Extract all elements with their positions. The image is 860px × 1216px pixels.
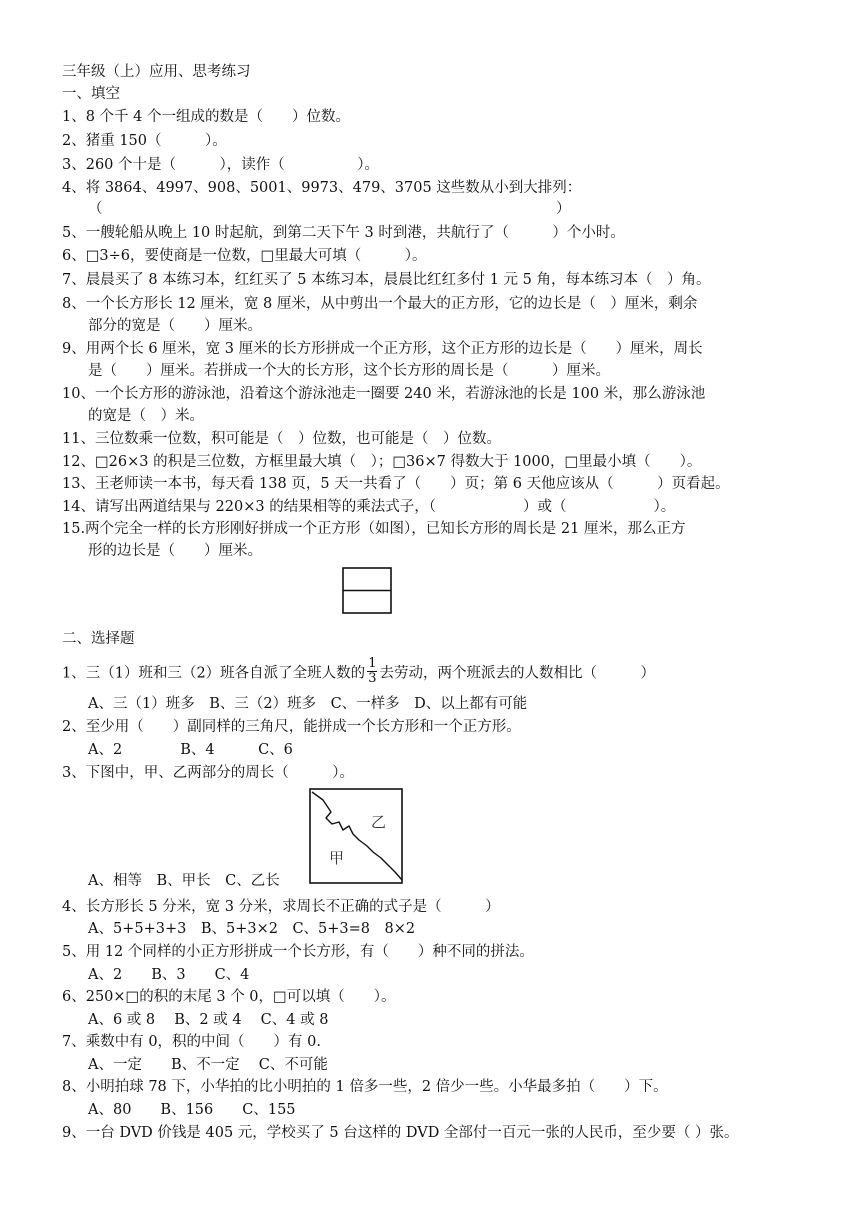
choice-question-1 bbox=[62, 656, 655, 688]
fill-question-11: 11、三位数乘一位数，积可能是（ ）位数，也可能是（ ）位数。 bbox=[62, 431, 501, 447]
choice-question-5: 5、用 12 个同样的小正方形拼成一个长方形，有（ ）种不同的拼法。 bbox=[62, 944, 534, 960]
fill-question-8-line-1: 8、一个长方形长 12 厘米，宽 8 厘米，从中剪出一个最大的正方形，它的边长是（ ）厘米，剩余 bbox=[62, 296, 698, 312]
fill-question-9-line-1: 9、用两个长 6 厘米，宽 3 厘米的长方形拼成一个正方形，这个正方形的边长是（ ）厘米，周长 bbox=[62, 341, 703, 357]
choice-question-1-text-before: 1、三（1）班和三（2）班各自派了全班人数的 bbox=[62, 665, 366, 682]
two-rectangles-square-figure bbox=[342, 567, 394, 615]
section-heading-multiple-choice: 二、选择题 bbox=[62, 631, 135, 647]
region-label-yi: 乙 bbox=[371, 813, 387, 831]
fill-question-5: 5、一艘轮船从晚上 10 时起航，到第二天下午 3 时到港，共航行了（ ）个小时。 bbox=[62, 225, 625, 241]
choice-question-4: 4、长方形长 5 分米，宽 3 分米，求周长不正确的式子是（ ） bbox=[62, 899, 500, 915]
figure-square-outline bbox=[310, 789, 402, 883]
fill-question-10-line-2: 的宽是（ ）米。 bbox=[88, 408, 204, 424]
choice-question-8: 8、小明拍球 78 下，小华拍的比小明拍的 1 倍多一些，2 倍少一些。小华最多拍（ ）下。 bbox=[62, 1079, 668, 1095]
worksheet-title: 三年级（上）应用、思考练习 bbox=[62, 64, 251, 80]
choice-question-9: 9、一台 DVD 价钱是 405 元，学校买了 5 台这样的 DVD 全部付一百元一张的人民币，至少要（ ）张。 bbox=[62, 1125, 739, 1141]
fill-question-4-open-paren: （ bbox=[88, 201, 103, 217]
fill-question-3: 3、260 个十是（ ），读作（ ）。 bbox=[62, 157, 380, 173]
region-label-jia: 甲 bbox=[329, 849, 345, 867]
fill-question-4-close-paren: ） bbox=[556, 201, 571, 217]
fill-question-12: 12、□26×3 的积是三位数，方框里最大填（ ）；□36×7 得数大于 1000，□里最小填（ ）。 bbox=[62, 454, 702, 470]
fill-question-13: 13、王老师读一本书，每天看 138 页，5 天一共看了（ ）页；第 6 天他应该从（ ）页看起。 bbox=[62, 476, 730, 492]
fraction-denominator: 3 bbox=[368, 671, 377, 686]
fill-question-15-line-1: 15.两个完全一样的长方形刚好拼成一个正方形（如图），已知长方形的周长是 21 厘米，那么正方 bbox=[62, 521, 686, 537]
fill-question-10-line-1: 10、一个长方形的游泳池，沿着这个游泳池走一圈要 240 米，若游泳池的长是 100 米，那么游泳池 bbox=[62, 386, 706, 402]
dividing-curve bbox=[312, 792, 402, 880]
fill-question-7: 7、晨晨买了 8 本练习本，红红买了 5 本练习本，晨晨比红红多付 1 元 5 角，每本练习本（ ）角。 bbox=[62, 272, 711, 288]
fraction-numerator: 1 bbox=[368, 656, 377, 671]
fill-question-15-line-2: 形的边长是（ ）厘米。 bbox=[88, 543, 262, 559]
section-heading-fill-blank: 一、填空 bbox=[62, 86, 120, 102]
fill-question-6: 6、□3÷6，要使商是一位数，□里最大可填（ ）。 bbox=[62, 248, 427, 264]
choice-question-2-options: A、2 B、4 C、6 bbox=[88, 742, 293, 758]
choice-question-7: 7、乘数中有 0，积的中间（ ）有 0. bbox=[62, 1034, 322, 1050]
fill-question-1: 1、8 个千 4 个一组成的数是（ ）位数。 bbox=[62, 109, 351, 125]
choice-question-1-options: A、三（1）班多 B、三（2）班多 C、一样多 D、以上都有可能 bbox=[88, 696, 528, 712]
jia-yi-perimeter-figure bbox=[309, 788, 405, 886]
fill-question-14: 14、请写出两道结果与 220×3 的结果相等的乘法式子，（ ）或（ ）。 bbox=[62, 499, 676, 515]
choice-question-1-text-after: 去劳动，两个班派去的人数相比（ ） bbox=[379, 665, 655, 682]
fill-question-4: 4、将 3864、4997、908、5001、9973、479、3705 这些数从小到大排列： bbox=[62, 180, 582, 196]
one-third-fraction bbox=[367, 657, 377, 686]
fill-question-8-line-2: 部分的宽是（ ）厘米。 bbox=[88, 318, 262, 334]
choice-question-6-options: A、6 或 8 B、2 或 4 C、4 或 8 bbox=[88, 1012, 329, 1028]
choice-question-4-options: A、5+5+3+3 B、5+3×2 C、5+3=8 8×2 bbox=[88, 921, 416, 937]
choice-question-3-options: A、相等 B、甲长 C、乙长 bbox=[88, 873, 280, 889]
choice-question-7-options: A、一定 B、不一定 C、不可能 bbox=[88, 1057, 328, 1073]
choice-question-5-options: A、2 B、3 C、4 bbox=[88, 967, 250, 983]
choice-question-8-options: A、80 B、156 C、155 bbox=[88, 1102, 296, 1118]
fill-question-9-line-2: 是（ ）厘米。若拼成一个大的长方形，这个长方形的周长是（ ）厘米。 bbox=[88, 363, 610, 379]
choice-question-2: 2、至少用（ ）副同样的三角尺，能拼成一个长方形和一个正方形。 bbox=[62, 719, 521, 735]
fill-question-2: 2、猪重 150（ ）。 bbox=[62, 133, 227, 149]
choice-question-3: 3、下图中，甲、乙两部分的周长（ ）。 bbox=[62, 765, 354, 781]
choice-question-6: 6、250×□的积的末尾 3 个 0，□可以填（ ）。 bbox=[62, 989, 396, 1005]
